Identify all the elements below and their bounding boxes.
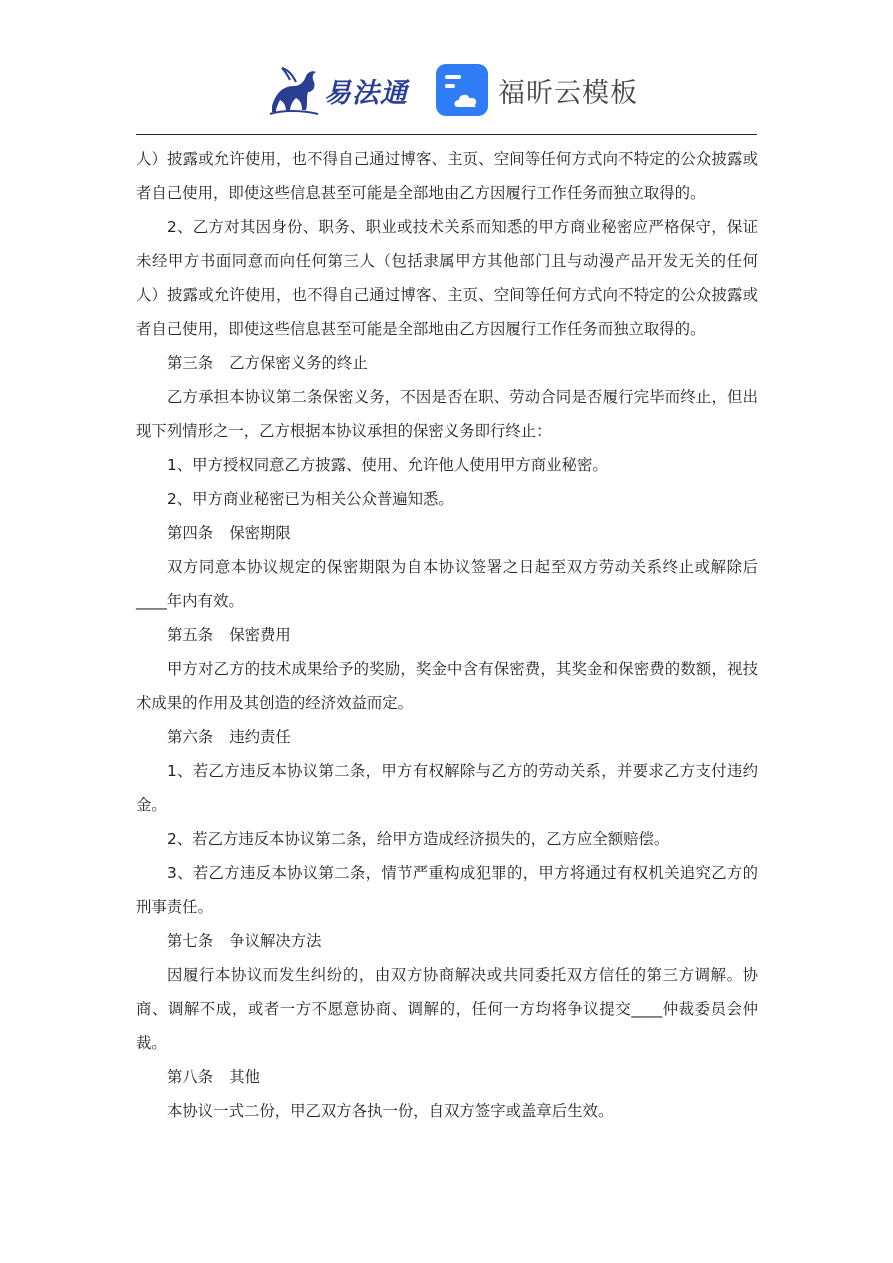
article-number: 第六条 [167, 728, 214, 746]
clause-paragraph: 甲方对乙方的技术成果给予的奖励，奖金中含有保密费，其奖金和保密费的数额，视技术成果的作用及其创造的经济效益而定。 [136, 660, 758, 712]
article-title: 违约责任 [229, 728, 291, 746]
clause-paragraph: 1、若乙方违反本协议第二条，甲方有权解除与乙方的劳动关系，并要求乙方支付违约金。 [136, 762, 758, 814]
clause-paragraph: 3、若乙方违反本协议第二条，情节严重构成犯罪的，甲方将通过有权机关追究乙方的刑事责任。 [136, 864, 758, 916]
cloud-document-icon [436, 64, 488, 116]
clause-paragraph: 乙方承担本协议第二条保密义务，不因是否在职、劳动合同是否履行完毕而终止，但出现下列情形之一，乙方根据本协议承担的保密义务即行终止： [136, 388, 758, 440]
clause-paragraph: 双方同意本协议规定的保密期限为自本协议签署之日起至双方劳动关系终止或解除后____年内有效。 [136, 558, 758, 610]
header-divider [136, 134, 757, 135]
article-heading [136, 618, 758, 652]
document-body [136, 142, 758, 1128]
article-heading [136, 516, 758, 550]
continued-paragraph: 人）披露或允许使用，也不得自己通过博客、主页、空间等任何方式向不特定的公众披露或者自己使用，即使这些信息甚至可能是全部地由乙方因履行工作任务而独立取得的。 [136, 150, 758, 202]
foxit-cloud-template-logo [436, 64, 638, 116]
article-heading [136, 924, 758, 958]
article-number: 第八条 [167, 1068, 214, 1086]
clause-paragraph: 因履行本协议而发生纠纷的，由双方协商解决或共同委托双方信任的第三方调解。协商、调解不成，或者一方不愿意协商、调解的，任何一方均将争议提交____仲裁委员会仲裁。 [136, 966, 758, 1052]
clause-paragraph: 2、甲方商业秘密已为相关公众普遍知悉。 [167, 490, 454, 508]
article-heading [136, 720, 758, 754]
article-title: 其他 [229, 1068, 260, 1086]
article-number: 第七条 [167, 932, 214, 950]
article-title: 保密费用 [229, 626, 291, 644]
clause-paragraph: 2、乙方对其因身份、职务、职业或技术关系而知悉的甲方商业秘密应严格保守，保证未经甲方书面同意而向任何第三人（包括隶属甲方其他部门且与动漫产品开发无关的任何人）披露或允许使用，也不得自己通过博客、主页、空间等任何方式向不特定的公众披露或者自己使用，即使这些信息甚至可能是全部地由乙方因履行工作任务而独立取得的。 [136, 218, 758, 338]
clause-paragraph: 1、甲方授权同意乙方披露、使用、允许他人使用甲方商业秘密。 [167, 456, 608, 474]
horse-emblem-icon [262, 62, 322, 118]
clause-paragraph: 2、若乙方违反本协议第二条，给甲方造成经济损失的，乙方应全额赔偿。 [167, 830, 670, 848]
article-title: 保密期限 [229, 524, 291, 542]
article-heading [136, 1060, 758, 1094]
clause-paragraph: 本协议一式二份，甲乙双方各执一份，自双方签字或盖章后生效。 [167, 1102, 614, 1120]
article-title: 乙方保密义务的终止 [229, 354, 368, 372]
article-number: 第三条 [167, 354, 214, 372]
article-number: 第五条 [167, 626, 214, 644]
page-header [0, 56, 893, 126]
yifatong-logo [262, 62, 408, 118]
foxit-cloud-template-logo-text: 福昕云模板 [498, 77, 638, 109]
article-heading [136, 346, 758, 380]
article-number: 第四条 [167, 524, 214, 542]
article-title: 争议解决方法 [229, 932, 322, 950]
yifatong-logo-text: 易法通 [324, 77, 408, 109]
